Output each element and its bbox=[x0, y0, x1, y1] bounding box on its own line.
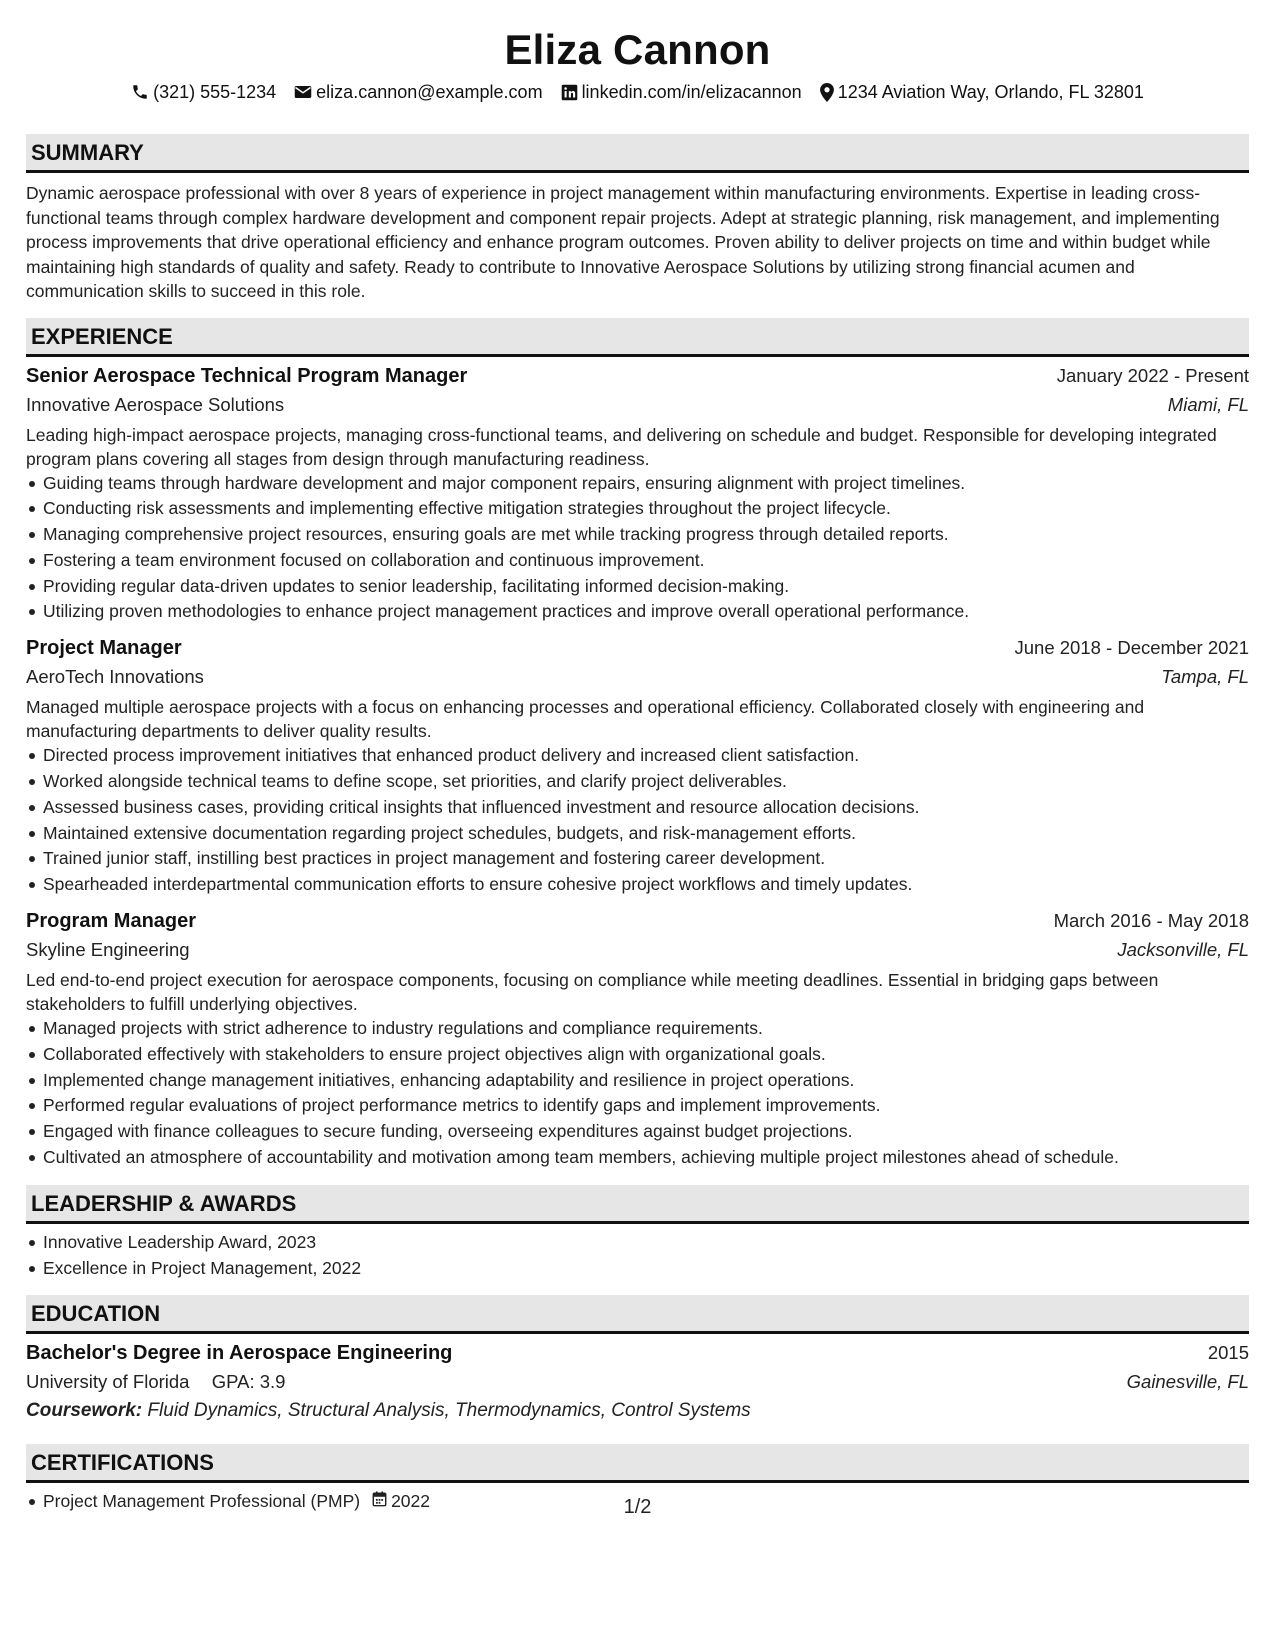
map-pin-icon bbox=[820, 83, 834, 102]
summary-text: Dynamic aerospace professional with over 8 years of experience in project management within manufacturing environments. Expertise in leading cross-functional teams through complex hardware development and component repair projects. Adept at strategic planning, risk management, and implementing process improvements that drive operational efficiency and enhance program outcomes. Proven ability to deliver projects on time and within budget while maintaining high standards of quality and safety. Ready to contribute to Innovative Aerospace Solutions by utilizing strong financial acumen and communication skills to succeed in this role. bbox=[26, 183, 1220, 301]
job-dates: March 2016 - May 2018 bbox=[1053, 910, 1249, 932]
contact-email[interactable] bbox=[294, 80, 542, 104]
coursework-label: Coursework: bbox=[26, 1400, 143, 1422]
job-header bbox=[26, 906, 1249, 936]
education-section bbox=[26, 1295, 1249, 1426]
job-entry bbox=[26, 361, 1249, 626]
contact-address bbox=[820, 80, 1144, 104]
job-bullets bbox=[26, 1016, 1249, 1171]
job-dates: June 2018 - December 2021 bbox=[1014, 637, 1249, 659]
job-location: Miami, FL bbox=[1167, 393, 1249, 415]
phone-number: (321) 555-1234 bbox=[153, 82, 277, 102]
list-item: Performed regular evaluations of project performance metrics to identify gaps and implement improvements. bbox=[26, 1093, 1249, 1119]
certification-year: 2022 bbox=[391, 1491, 431, 1512]
section-heading-experience: EXPERIENCE bbox=[26, 318, 1249, 357]
job-title: Program Manager bbox=[26, 910, 197, 933]
list-item: Providing regular data-driven updates to senior leadership, facilitating informed decision-making. bbox=[26, 574, 1249, 600]
education-header bbox=[26, 1338, 1249, 1368]
list-item: Spearheaded interdepartmental communication efforts to ensure cohesive project workflows and timely updates. bbox=[26, 872, 1249, 898]
job-bullets bbox=[26, 743, 1249, 898]
resume-page bbox=[26, 0, 1249, 1515]
list-item: Utilizing proven methodologies to enhance project management practices and improve overall operational performance. bbox=[26, 599, 1249, 625]
list-item: Implemented change management initiatives, enhancing adaptability and resilience in project operations. bbox=[26, 1068, 1249, 1094]
list-item: Guiding teams through hardware development and major component repairs, ensuring alignment with project timelines. bbox=[26, 471, 1249, 497]
linkedin-icon bbox=[561, 84, 578, 101]
job-company: AeroTech Innovations bbox=[26, 666, 204, 688]
list-item: Collaborated effectively with stakeholders to ensure project objectives align with organizational goals. bbox=[26, 1042, 1249, 1068]
list-item: Directed process improvement initiatives that enhanced product delivery and increased client satisfaction. bbox=[26, 743, 1249, 769]
job-title: Project Manager bbox=[26, 637, 182, 660]
candidate-name: Eliza Cannon bbox=[504, 26, 771, 73]
job-description: Led end-to-end project execution for aerospace components, focusing on compliance while meeting deadlines. Essential in bridging gaps between stakeholders to fulfill underlying objectives. bbox=[26, 970, 1159, 1015]
job-dates: January 2022 - Present bbox=[1056, 364, 1249, 386]
envelope-icon bbox=[294, 84, 312, 100]
list-item: Managed projects with strict adherence to industry regulations and compliance requirements. bbox=[26, 1016, 1249, 1042]
job-company: Innovative Aerospace Solutions bbox=[26, 393, 285, 415]
list-item: Worked alongside technical teams to define scope, set priorities, and clarify project deliverables. bbox=[26, 769, 1249, 795]
list-item: Engaged with finance colleagues to secure funding, overseeing expenditures against budget projections. bbox=[26, 1119, 1249, 1145]
list-item: Conducting risk assessments and implementing effective mitigation strategies throughout the project lifecycle. bbox=[26, 496, 1249, 522]
certification-name: Project Management Professional (PMP) bbox=[43, 1491, 361, 1512]
linkedin-url[interactable]: linkedin.com/in/elizacannon bbox=[581, 82, 802, 102]
job-entry bbox=[26, 906, 1249, 1171]
list-item: Cultivated an atmosphere of accountability and motivation among team members, achieving multiple project milestones ahead of schedule. bbox=[26, 1145, 1249, 1171]
school-name: University of Florida bbox=[26, 1371, 190, 1393]
awards-list bbox=[26, 1230, 1249, 1282]
list-item: Trained junior staff, instilling best practices in project management and fostering career development. bbox=[26, 846, 1249, 872]
job-subheader bbox=[26, 663, 1249, 691]
summary-section bbox=[26, 134, 1249, 304]
list-item: Assessed business cases, providing critical insights that influenced investment and resource allocation decisions. bbox=[26, 795, 1249, 821]
section-heading-certifications: CERTIFICATIONS bbox=[26, 1444, 1249, 1483]
coursework-list: Fluid Dynamics, Structural Analysis, Thermodynamics, Control Systems bbox=[147, 1400, 751, 1422]
list-item: Managing comprehensive project resources, ensuring goals are met while tracking progress through detailed reports. bbox=[26, 522, 1249, 548]
graduation-year: 2015 bbox=[1207, 1342, 1249, 1364]
education-subheader bbox=[26, 1368, 1249, 1396]
contact-linkedin[interactable] bbox=[561, 80, 802, 104]
school-line bbox=[26, 1368, 285, 1396]
coursework-line bbox=[26, 1396, 1249, 1426]
job-description: Leading high-impact aerospace projects, managing cross-functional teams, and delivering on schedule and budget. Responsible for developing integrated program plans covering all stages from design through manufacturing readiness. bbox=[26, 424, 1217, 469]
section-heading-summary: SUMMARY bbox=[26, 134, 1249, 173]
job-description: Managed multiple aerospace projects with a focus on enhancing processes and operational efficiency. Collaborated closely with engineering and manufacturing departments to deliver quality results. bbox=[26, 697, 1145, 742]
job-subheader bbox=[26, 936, 1249, 964]
school-location: Gainesville, FL bbox=[1126, 1371, 1249, 1393]
contact-phone bbox=[131, 80, 276, 104]
job-title: Senior Aerospace Technical Program Manager bbox=[26, 364, 468, 387]
job-company: Skyline Engineering bbox=[26, 939, 190, 961]
job-header bbox=[26, 361, 1249, 391]
awards-section bbox=[26, 1185, 1249, 1282]
address-text: 1234 Aviation Way, Orlando, FL 32801 bbox=[837, 82, 1144, 102]
section-heading-awards: LEADERSHIP & AWARDS bbox=[26, 1185, 1249, 1224]
experience-section bbox=[26, 318, 1249, 1171]
phone-icon bbox=[131, 83, 149, 101]
job-subheader bbox=[26, 391, 1249, 419]
section-heading-education: EDUCATION bbox=[26, 1295, 1249, 1334]
gpa: GPA: 3.9 bbox=[211, 1371, 286, 1393]
list-item: Maintained extensive documentation regarding project schedules, budgets, and risk-management efforts. bbox=[26, 821, 1249, 847]
list-item: Excellence in Project Management, 2022 bbox=[26, 1256, 1249, 1282]
page-number: 1/2 bbox=[623, 1496, 652, 1518]
contact-bar bbox=[26, 80, 1249, 104]
job-header bbox=[26, 633, 1249, 663]
job-bullets bbox=[26, 471, 1249, 626]
job-location: Jacksonville, FL bbox=[1117, 939, 1249, 961]
job-entry bbox=[26, 633, 1249, 898]
email-address[interactable]: eliza.cannon@example.com bbox=[316, 82, 543, 102]
list-item: Fostering a team environment focused on collaboration and continuous improvement. bbox=[26, 548, 1249, 574]
job-location: Tampa, FL bbox=[1161, 666, 1249, 688]
list-item: Innovative Leadership Award, 2023 bbox=[26, 1230, 1249, 1256]
degree-title: Bachelor's Degree in Aerospace Engineering bbox=[26, 1342, 453, 1365]
